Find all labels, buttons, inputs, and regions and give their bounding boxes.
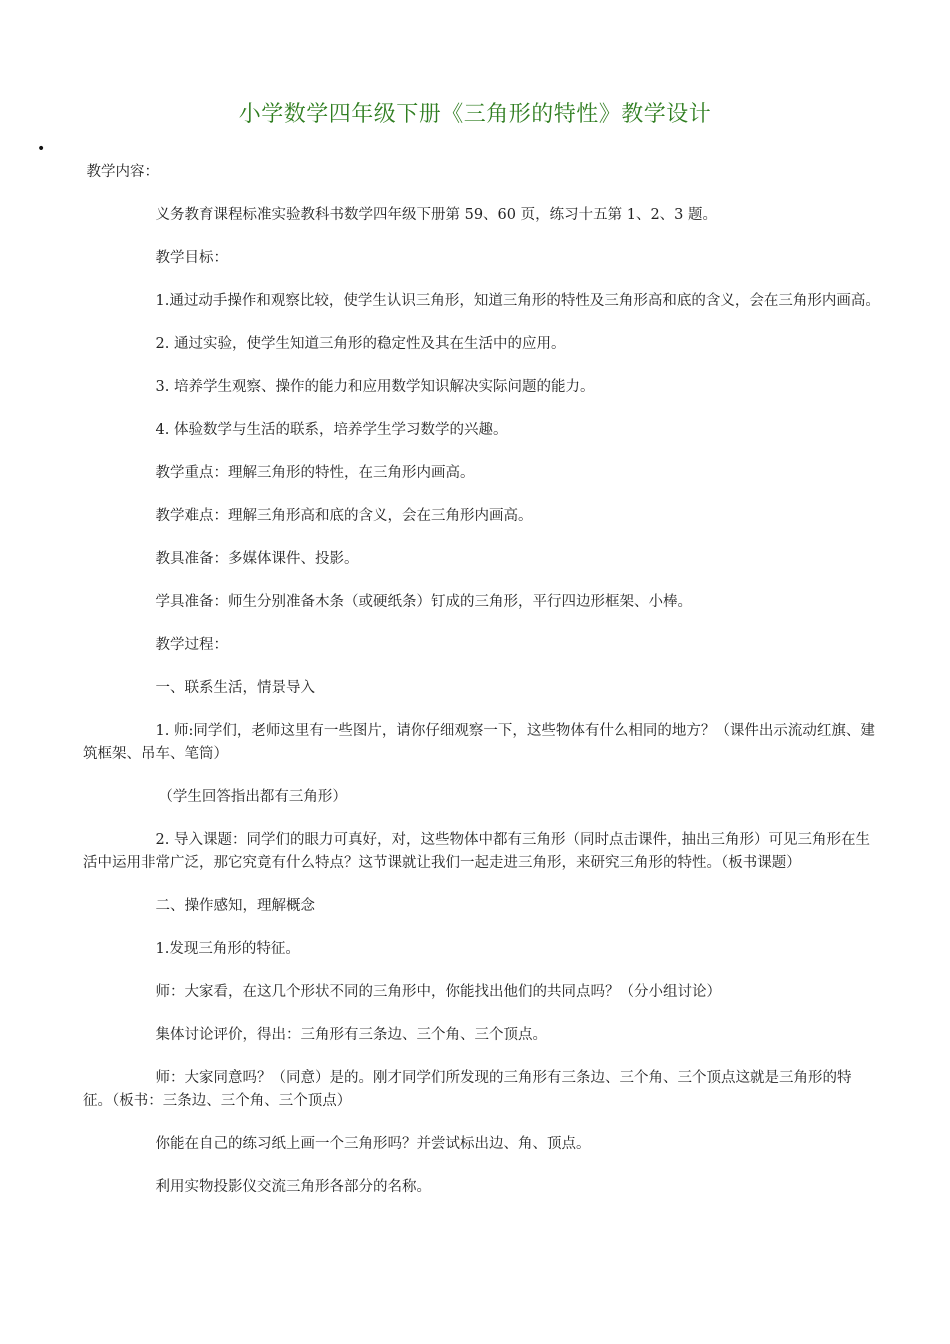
paragraph: 二、操作感知，理解概念 bbox=[155, 898, 315, 914]
paragraph: 1. 师:同学们，老师这里有一些图片，请你仔细观察一下，这些物体有什么相同的地方？（课件出示流动红旗、建筑框架、吊车、笔筒） bbox=[83, 723, 875, 762]
paragraph: 教学过程： bbox=[155, 637, 228, 653]
paragraph: 利用实物投影仪交流三角形各部分的名称。 bbox=[155, 1179, 431, 1195]
paragraph: 师：大家看，在这几个形状不同的三角形中，你能找出他们的共同点吗？（分小组讨论） bbox=[155, 984, 721, 1000]
bullet-marker: • bbox=[37, 141, 46, 157]
paragraph: 1.通过动手操作和观察比较，使学生认识三角形，知道三角形的特性及三角形高和底的含义，会在三角形内画高。 bbox=[155, 293, 880, 309]
paragraph: 教学难点：理解三角形高和底的含义，会在三角形内画高。 bbox=[155, 508, 533, 524]
paragraph: 师：大家同意吗？（同意）是的。刚才同学们所发现的三角形有三条边、三个角、三个顶点这就是三角形的特征。（板书：三条边、三个角、三个顶点） bbox=[83, 1070, 852, 1109]
paragraph: 3. 培养学生观察、操作的能力和应用数学知识解决实际问题的能力。 bbox=[155, 379, 595, 395]
paragraph: 2. 通过实验，使学生知道三角形的稳定性及其在生活中的应用。 bbox=[155, 336, 566, 352]
paragraph: 教学重点：理解三角形的特性，在三角形内画高。 bbox=[155, 465, 475, 481]
paragraph: 2. 导入课题：同学们的眼力可真好，对，这些物体中都有三角形（同时点击课件，抽出三角形）可见三角形在生活中运用非常广泛，那它究竟有什么特点？这节课就让我们一起走进三角形，来研究三角形的特性。（板书课题） bbox=[83, 832, 870, 871]
paragraph: 义务教育课程标准实验教科书数学四年级下册第 59、60 页，练习十五第 1、2、3 题。 bbox=[155, 207, 718, 223]
paragraph: 教学内容： bbox=[86, 164, 159, 180]
paragraph: 学具准备：师生分别准备木条（或硬纸条）钉成的三角形，平行四边形框架、小棒。 bbox=[155, 594, 692, 610]
paragraph: 你能在自己的练习纸上画一个三角形吗？并尝试标出边、角、顶点。 bbox=[155, 1136, 591, 1152]
paragraph: 教学目标： bbox=[155, 250, 228, 266]
paragraph: 4. 体验数学与生活的联系，培养学生学习数学的兴趣。 bbox=[155, 422, 508, 438]
document-title: 小学数学四年级下册《三角形的特性》教学设计 bbox=[238, 102, 712, 127]
paragraph: 一、联系生活，情景导入 bbox=[155, 680, 315, 696]
paragraph: 教具准备：多媒体课件、投影。 bbox=[155, 551, 359, 567]
paragraph: 1.发现三角形的特征。 bbox=[155, 941, 300, 957]
paragraph: （学生回答指出都有三角形） bbox=[158, 789, 347, 805]
paragraph: 集体讨论评价，得出：三角形有三条边、三个角、三个顶点。 bbox=[155, 1027, 547, 1043]
document-body bbox=[83, 161, 880, 1219]
